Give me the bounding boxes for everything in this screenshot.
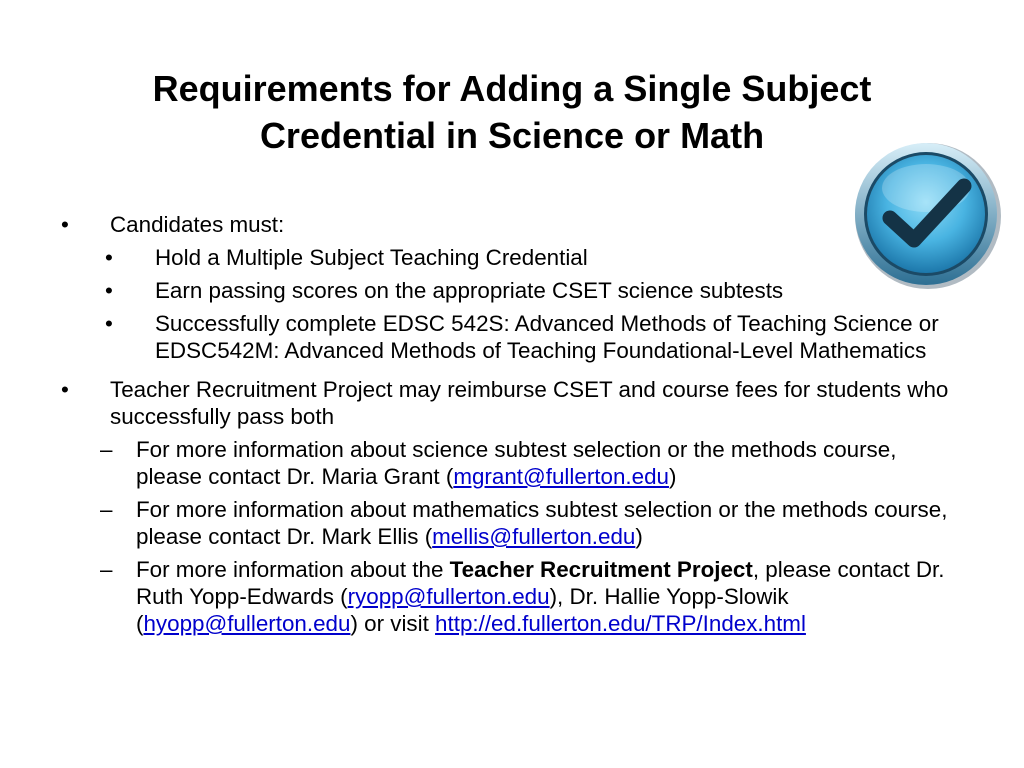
bullet-candidates xyxy=(58,211,958,238)
text-fragment: , please contact Dr. Ruth Yopp-Edwards ( xyxy=(136,557,945,609)
bullet-marker: • xyxy=(105,311,113,336)
sub-bullet-text: Earn passing scores on the appropriate CSET science subtests xyxy=(155,278,784,303)
dash-marker: – xyxy=(100,497,113,522)
dash-text xyxy=(136,557,945,636)
bullet-marker: • xyxy=(105,245,113,270)
bullet-marker: • xyxy=(105,278,113,303)
dash-item-math xyxy=(58,496,958,550)
text-fragment: ), Dr. Hallie Yopp-Slowik ( xyxy=(136,584,789,636)
sub-bullet-text: Hold a Multiple Subject Teaching Credential xyxy=(155,245,588,270)
text-fragment: For more information about science subtest selection or the methods course, please contact Dr. Maria Grant ( xyxy=(136,437,897,489)
text-fragment: ) or visit xyxy=(350,611,436,636)
sub-bullet-credential xyxy=(58,244,958,271)
trp-bold-text: Teacher Recruitment Project xyxy=(449,557,753,582)
slide-title xyxy=(60,66,964,160)
dash-item-trp xyxy=(58,556,958,637)
bullet-text: Teacher Recruitment Project may reimburse CSET and course fees for students who successfully pass both xyxy=(110,377,949,429)
sub-bullet-cset xyxy=(58,277,958,304)
dash-text xyxy=(136,497,947,549)
text-fragment: ) xyxy=(635,524,643,549)
dash-text xyxy=(136,437,896,489)
email-link-hyopp[interactable]: hyopp@fullerton.edu xyxy=(143,611,351,636)
text-fragment: ) xyxy=(668,464,677,489)
bullet-marker: • xyxy=(61,377,69,402)
email-link-mellis[interactable]: mellis@fullerton.edu xyxy=(432,524,636,549)
dash-item-science xyxy=(58,436,958,490)
email-link-mgrant[interactable]: mgrant@fullerton.edu xyxy=(453,464,669,489)
sub-bullet-course xyxy=(58,310,958,364)
bullet-text: Candidates must: xyxy=(110,212,285,237)
bullet-marker: • xyxy=(61,212,69,237)
dash-marker: – xyxy=(100,437,113,462)
sub-bullet-text: Successfully complete EDSC 542S: Advanced Methods of Teaching Science or EDSC542M: Advanced Methods of Teaching Foundational-Level Mathematics xyxy=(155,311,939,363)
slide-body xyxy=(58,211,958,643)
email-link-ryopp[interactable]: ryopp@fullerton.edu xyxy=(347,584,550,609)
text-fragment: For more information about the xyxy=(136,557,450,582)
bullet-trp xyxy=(58,376,958,430)
dash-marker: – xyxy=(100,557,113,582)
text-fragment: For more information about mathematics subtest selection or the methods course, please contact Dr. Mark Ellis ( xyxy=(136,497,948,549)
trp-website-link[interactable]: http://ed.fullerton.edu/TRP/Index.html xyxy=(435,611,806,636)
title-line-1: Requirements for Adding a Single Subject xyxy=(152,68,872,109)
title-line-2: Credential in Science or Math xyxy=(259,114,765,156)
